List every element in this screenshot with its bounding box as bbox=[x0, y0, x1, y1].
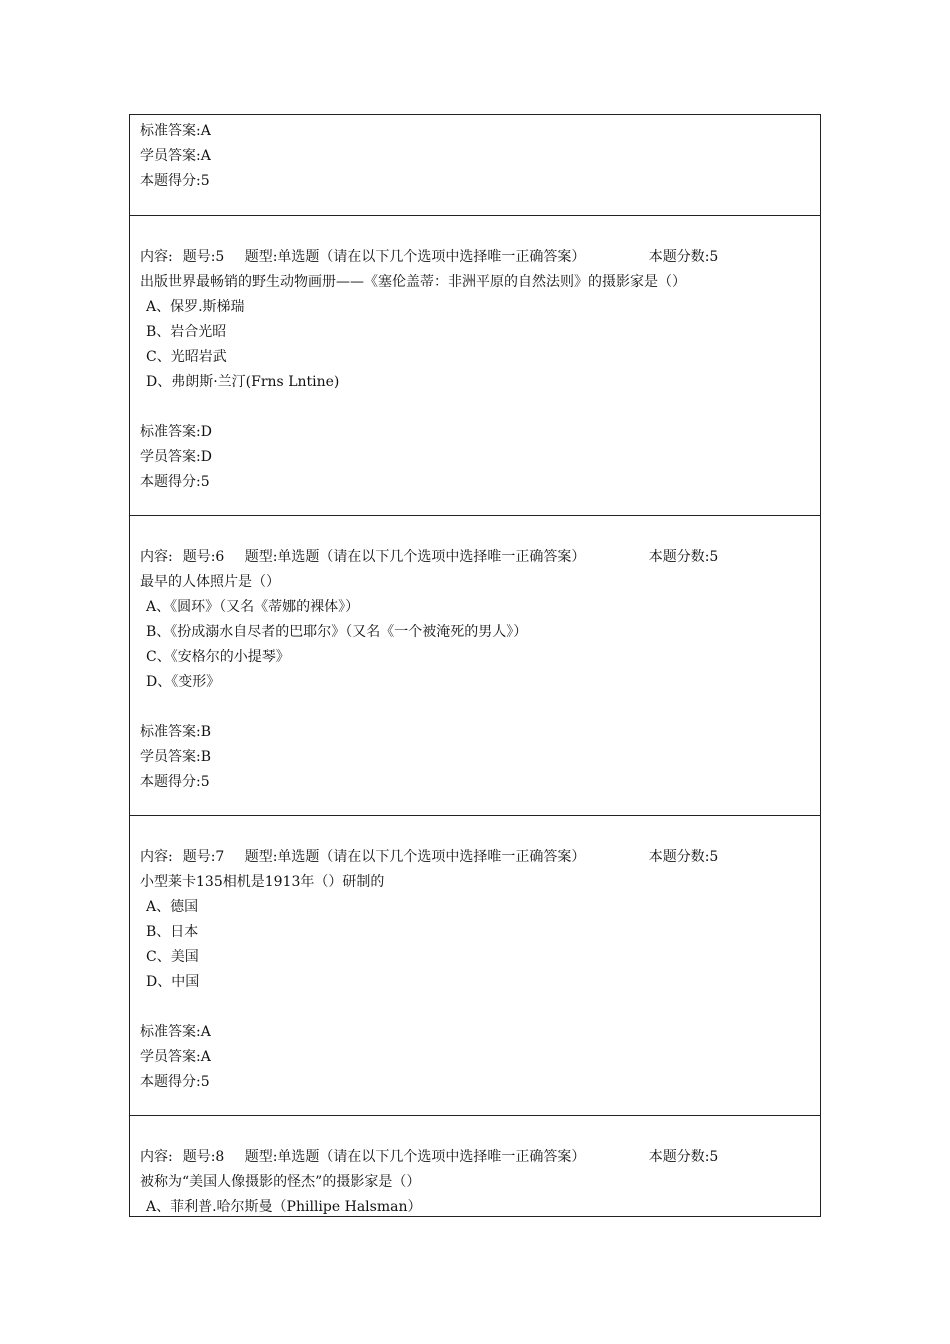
question-score: 本题得分:5 bbox=[140, 1074, 210, 1090]
student-answer: 学员答案:D bbox=[140, 449, 212, 465]
standard-answer: 标准答案:B bbox=[140, 724, 212, 740]
question-score: 本题得分:5 bbox=[140, 774, 210, 790]
standard-answer: 标准答案:A bbox=[140, 1024, 211, 1040]
option-b: B、《扮成溺水自尽者的巴耶尔》（又名《一个被淹死的男人》） bbox=[146, 624, 528, 640]
question-block-7 bbox=[129, 816, 821, 1116]
option-c: C、美国 bbox=[146, 949, 199, 965]
question-points: 本题分数:5 bbox=[648, 849, 719, 865]
option-a: A、德国 bbox=[146, 899, 199, 915]
question-stem: 最早的人体照片是（） bbox=[140, 574, 280, 590]
question-type: 题型:单选题（请在以下几个选项中选择唯一正确答案） bbox=[244, 249, 586, 265]
question-score: 本题得分:5 bbox=[140, 474, 210, 490]
spacer bbox=[140, 395, 820, 420]
option-d: D、中国 bbox=[146, 974, 200, 990]
question-stem: 小型莱卡135相机是1913年（）研制的 bbox=[140, 874, 385, 890]
answer-sheet-table bbox=[129, 114, 821, 1217]
option-a: A、保罗.斯梯瑞 bbox=[146, 299, 245, 315]
standard-answer: 标准答案:D bbox=[140, 424, 212, 440]
option-b: B、日本 bbox=[146, 924, 199, 940]
spacer bbox=[140, 995, 820, 1020]
content-label: 内容: bbox=[140, 549, 173, 565]
question-score: 本题得分:5 bbox=[140, 173, 210, 189]
content-label: 内容: bbox=[140, 849, 173, 865]
question-number: 题号:5 bbox=[182, 249, 225, 265]
question-block-8 bbox=[129, 1116, 821, 1217]
question-points: 本题分数:5 bbox=[648, 249, 719, 265]
question-block-6 bbox=[129, 516, 821, 816]
option-d: D、弗朗斯·兰汀(Frns Lntine) bbox=[146, 374, 340, 390]
student-answer: 学员答案:A bbox=[140, 1049, 211, 1065]
student-answer: 学员答案:B bbox=[140, 749, 212, 765]
option-a: A、菲利普.哈尔斯曼（Phillipe Halsman） bbox=[146, 1199, 422, 1215]
question-points: 本题分数:5 bbox=[648, 1149, 719, 1165]
spacer bbox=[140, 695, 820, 720]
answer-block-prev bbox=[129, 114, 821, 216]
option-c: C、《安格尔的小提琴》 bbox=[146, 649, 290, 665]
option-b: B、岩合光昭 bbox=[146, 324, 227, 340]
question-type: 题型:单选题（请在以下几个选项中选择唯一正确答案） bbox=[244, 549, 586, 565]
question-points: 本题分数:5 bbox=[648, 549, 719, 565]
question-stem: 被称为“美国人像摄影的怪杰”的摄影家是（） bbox=[140, 1174, 421, 1190]
question-number: 题号:6 bbox=[182, 549, 225, 565]
content-label: 内容: bbox=[140, 1149, 173, 1165]
question-stem: 出版世界最畅销的野生动物画册——《塞伦盖蒂：非洲平原的自然法则》的摄影家是（） bbox=[140, 274, 686, 290]
question-block-5 bbox=[129, 216, 821, 516]
option-d: D、《变形》 bbox=[146, 674, 221, 690]
question-number: 题号:7 bbox=[182, 849, 225, 865]
question-number: 题号:8 bbox=[182, 1149, 225, 1165]
question-type: 题型:单选题（请在以下几个选项中选择唯一正确答案） bbox=[244, 849, 586, 865]
option-a: A、《圆环》（又名《蒂娜的裸体》） bbox=[146, 599, 360, 615]
content-label: 内容: bbox=[140, 249, 173, 265]
student-answer: 学员答案:A bbox=[140, 148, 211, 164]
standard-answer: 标准答案:A bbox=[140, 123, 211, 139]
option-c: C、光昭岩武 bbox=[146, 349, 227, 365]
question-type: 题型:单选题（请在以下几个选项中选择唯一正确答案） bbox=[244, 1149, 586, 1165]
